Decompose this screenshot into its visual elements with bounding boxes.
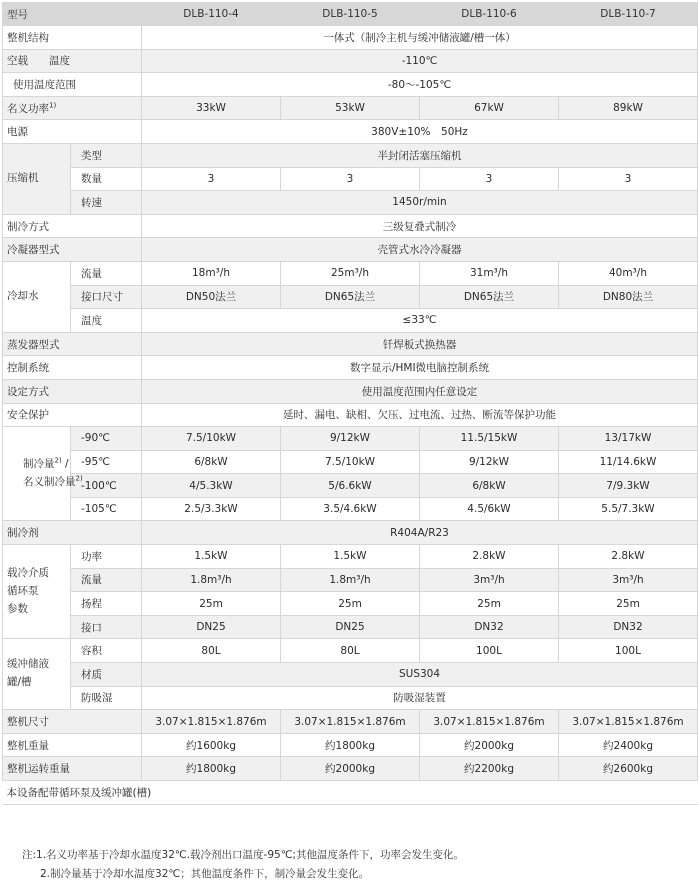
rated-power-value: 33kW xyxy=(142,96,281,120)
evaporator-label: 蒸发器型式 xyxy=(3,332,142,356)
weight-value: 约1600kg xyxy=(142,733,281,757)
row-safety xyxy=(3,403,698,427)
pump-head-value: 25m xyxy=(281,592,420,616)
model-header-1: DLB-110-4 xyxy=(142,3,281,26)
footnote-marker-2: 2) xyxy=(75,474,83,483)
condenser-label: 冷凝器型式 xyxy=(3,238,142,262)
size-value: 3.07×1.815×1.876m xyxy=(142,710,281,734)
weight-value: 约1800kg xyxy=(281,733,420,757)
row-tank-volume xyxy=(3,639,698,663)
spec-table xyxy=(2,2,698,805)
pump-group-label: 载冷介质 循环泵 参数 xyxy=(3,545,71,639)
row-footer xyxy=(3,781,698,805)
noload-temp-value: -110℃ xyxy=(142,49,698,73)
rated-power-value: 53kW xyxy=(281,96,420,120)
capacity-value: 13/17kW xyxy=(559,427,698,451)
pump-flow-label: 流量 xyxy=(71,568,142,592)
pump-power-value: 2.8kW xyxy=(420,545,559,569)
row-cooling-water-port xyxy=(3,285,698,309)
row-pump-power xyxy=(3,545,698,569)
row-control xyxy=(3,356,698,380)
tank-volume-value: 100L xyxy=(559,639,698,663)
row-transport-weight xyxy=(3,757,698,781)
tank-volume-value: 80L xyxy=(142,639,281,663)
setting-label: 设定方式 xyxy=(3,379,142,403)
use-temp-label: 使用温度范围 xyxy=(3,73,142,97)
capacity-value: 7.5/10kW xyxy=(281,450,420,474)
tank-material-label: 材质 xyxy=(71,663,142,687)
transport-weight-value: 约2200kg xyxy=(420,757,559,781)
row-capacity-95 xyxy=(3,450,698,474)
evaporator-value: 钎焊板式换热器 xyxy=(142,332,698,356)
tank-volume-label: 容积 xyxy=(71,639,142,663)
transport-weight-value: 约2600kg xyxy=(559,757,698,781)
row-cooling-water-temp xyxy=(3,309,698,333)
safety-value: 延时、漏电、缺相、欠压、过电流、过热、断流等保护功能 xyxy=(142,403,698,427)
capacity-value: 4/5.3kW xyxy=(142,474,281,498)
pump-flow-value: 1.8m³/h xyxy=(281,568,420,592)
capacity-group-label: 制冷量$^{2)}$ / 名义制冷量$^{2)}$ xyxy=(3,427,71,521)
row-use-temp xyxy=(3,73,698,97)
size-value: 3.07×1.815×1.876m xyxy=(281,710,420,734)
capacity-temp-label: -95℃ xyxy=(71,450,142,474)
capacity-temp-label: -100℃ xyxy=(71,474,142,498)
compressor-qty-value: 3 xyxy=(420,167,559,191)
compressor-qty-label: 数量 xyxy=(71,167,142,191)
row-cooling-water-flow xyxy=(3,261,698,285)
model-header-3: DLB-110-6 xyxy=(420,3,559,26)
tank-moisture-value: 防吸湿装置 xyxy=(142,686,698,710)
power-supply-value: 380V±10% 50Hz xyxy=(142,120,698,144)
row-power-supply xyxy=(3,120,698,144)
control-label: 控制系统 xyxy=(3,356,142,380)
row-weight xyxy=(3,733,698,757)
pump-head-value: 25m xyxy=(420,592,559,616)
compressor-qty-value: 3 xyxy=(559,167,698,191)
capacity-value: 5.5/7.3kW xyxy=(559,497,698,521)
footnote-marker-1: 1) xyxy=(49,101,57,110)
power-supply-label: 电源 xyxy=(3,120,142,144)
cooling-method-value: 三级复叠式制冷 xyxy=(142,214,698,238)
condenser-value: 壳管式水冷冷凝器 xyxy=(142,238,698,262)
compressor-type-value: 半封闭活塞压缩机 xyxy=(142,143,698,167)
capacity-value: 9/12kW xyxy=(281,427,420,451)
tank-moisture-label: 防吸湿 xyxy=(71,686,142,710)
pump-port-value: DN25 xyxy=(281,615,420,639)
row-pump-port xyxy=(3,615,698,639)
rated-power-value: 67kW xyxy=(420,96,559,120)
compressor-speed-value: 1450r/min xyxy=(142,191,698,215)
cooling-water-flow-value: 18m³/h xyxy=(142,261,281,285)
compressor-qty-value: 3 xyxy=(281,167,420,191)
row-capacity-100 xyxy=(3,474,698,498)
cooling-water-port-value: DN50法兰 xyxy=(142,285,281,309)
cooling-water-temp-value: ≤33℃ xyxy=(142,309,698,333)
pump-power-value: 1.5kW xyxy=(142,545,281,569)
row-compressor-qty xyxy=(3,167,698,191)
safety-label: 安全保护 xyxy=(3,403,142,427)
cooling-water-port-value: DN80法兰 xyxy=(559,285,698,309)
row-setting xyxy=(3,379,698,403)
row-tank-moisture xyxy=(3,686,698,710)
capacity-value: 6/8kW xyxy=(142,450,281,474)
model-header-label: 型号 xyxy=(3,3,142,26)
pump-power-value: 1.5kW xyxy=(281,545,420,569)
capacity-value: 4.5/6kW xyxy=(420,497,559,521)
setting-value: 使用温度范围内任意设定 xyxy=(142,379,698,403)
pump-power-value: 2.8kW xyxy=(559,545,698,569)
row-compressor-speed xyxy=(3,191,698,215)
transport-weight-value: 约2000kg xyxy=(281,757,420,781)
capacity-value: 2.5/3.3kW xyxy=(142,497,281,521)
capacity-value: 11.5/15kW xyxy=(420,427,559,451)
row-refrigerant xyxy=(3,521,698,545)
tank-volume-value: 100L xyxy=(420,639,559,663)
cooling-water-group-label: 冷却水 xyxy=(3,261,71,332)
capacity-value: 5/6.6kW xyxy=(281,474,420,498)
tank-volume-value: 80L xyxy=(281,639,420,663)
use-temp-value: -80～-105℃ xyxy=(142,73,698,97)
pump-port-label: 接口 xyxy=(71,615,142,639)
cooling-water-port-value: DN65法兰 xyxy=(420,285,559,309)
cooling-water-temp-label: 温度 xyxy=(71,309,142,333)
tank-group-label: 缓冲储液 罐/槽 xyxy=(3,639,71,710)
row-rated-power xyxy=(3,96,698,120)
cooling-water-port-value: DN65法兰 xyxy=(281,285,420,309)
size-value: 3.07×1.815×1.876m xyxy=(559,710,698,734)
size-value: 3.07×1.815×1.876m xyxy=(420,710,559,734)
cooling-water-flow-value: 25m³/h xyxy=(281,261,420,285)
control-value: 数字显示/HMI微电脑控制系统 xyxy=(142,356,698,380)
row-structure xyxy=(3,26,698,50)
compressor-type-label: 类型 xyxy=(71,143,142,167)
capacity-temp-label: -90℃ xyxy=(71,427,142,451)
noload-temp-label: 空载 温度 xyxy=(3,49,142,73)
compressor-qty-value: 3 xyxy=(142,167,281,191)
row-cooling-method xyxy=(3,214,698,238)
refrigerant-label: 制冷剂 xyxy=(3,521,142,545)
weight-label: 整机重量 xyxy=(3,733,142,757)
structure-label: 整机结构 xyxy=(3,26,142,50)
pump-port-value: DN32 xyxy=(559,615,698,639)
row-capacity-90 xyxy=(3,427,698,451)
tank-material-value: SUS304 xyxy=(142,663,698,687)
pump-port-value: DN32 xyxy=(420,615,559,639)
pump-head-value: 25m xyxy=(142,592,281,616)
cooling-water-port-label: 接口尺寸 xyxy=(71,285,142,309)
transport-weight-label: 整机运转重量 xyxy=(3,757,142,781)
footnote-2: 2.制冷量基于冷却水温度32℃；其他温度条件下，制冷量会发生变化。 xyxy=(40,868,370,880)
capacity-value: 7/9.3kW xyxy=(559,474,698,498)
capacity-value: 9/12kW xyxy=(420,450,559,474)
weight-value: 约2000kg xyxy=(420,733,559,757)
footer-label: 本设备配带循环泵及缓冲罐(槽) xyxy=(3,781,698,805)
capacity-value: 3.5/4.6kW xyxy=(281,497,420,521)
capacity-value: 6/8kW xyxy=(420,474,559,498)
rated-power-value: 89kW xyxy=(559,96,698,120)
model-header-4: DLB-110-7 xyxy=(559,3,698,26)
capacity-value: 11/14.6kW xyxy=(559,450,698,474)
row-pump-head xyxy=(3,592,698,616)
weight-value: 约2400kg xyxy=(559,733,698,757)
row-condenser xyxy=(3,238,698,262)
row-evaporator xyxy=(3,332,698,356)
header-row xyxy=(3,3,698,26)
pump-flow-value: 1.8m³/h xyxy=(142,568,281,592)
cooling-water-flow-value: 40m³/h xyxy=(559,261,698,285)
cooling-water-flow-value: 31m³/h xyxy=(420,261,559,285)
pump-flow-value: 3m³/h xyxy=(559,568,698,592)
pump-port-value: DN25 xyxy=(142,615,281,639)
refrigerant-value: R404A/R23 xyxy=(142,521,698,545)
row-capacity-105 xyxy=(3,497,698,521)
cooling-method-label: 制冷方式 xyxy=(3,214,142,238)
footnote-marker-2: 2) xyxy=(54,456,62,465)
compressor-speed-label: 转速 xyxy=(71,191,142,215)
structure-value: 一体式（制冷主机与缓冲储液罐/槽一体） xyxy=(142,26,698,50)
row-noload-temp xyxy=(3,49,698,73)
pump-head-value: 25m xyxy=(559,592,698,616)
size-label: 整机尺寸 xyxy=(3,710,142,734)
footnote-1: 注:1.名义功率基于冷却水温度32℃.载冷剂出口温度-95℃;其他温度条件下，功率会发生变化。 xyxy=(22,849,465,861)
row-size xyxy=(3,710,698,734)
pump-head-label: 扬程 xyxy=(71,592,142,616)
capacity-value: 7.5/10kW xyxy=(142,427,281,451)
compressor-group-label: 压缩机 xyxy=(3,143,71,214)
transport-weight-value: 约1800kg xyxy=(142,757,281,781)
cooling-water-flow-label: 流量 xyxy=(71,261,142,285)
model-header-2: DLB-110-5 xyxy=(281,3,420,26)
pump-power-label: 功率 xyxy=(71,545,142,569)
rated-power-label: 名义功率$^{1)}$ xyxy=(3,96,142,120)
row-pump-flow xyxy=(3,568,698,592)
capacity-temp-label: -105℃ xyxy=(71,497,142,521)
row-tank-material xyxy=(3,663,698,687)
pump-flow-value: 3m³/h xyxy=(420,568,559,592)
row-compressor-type xyxy=(3,143,698,167)
